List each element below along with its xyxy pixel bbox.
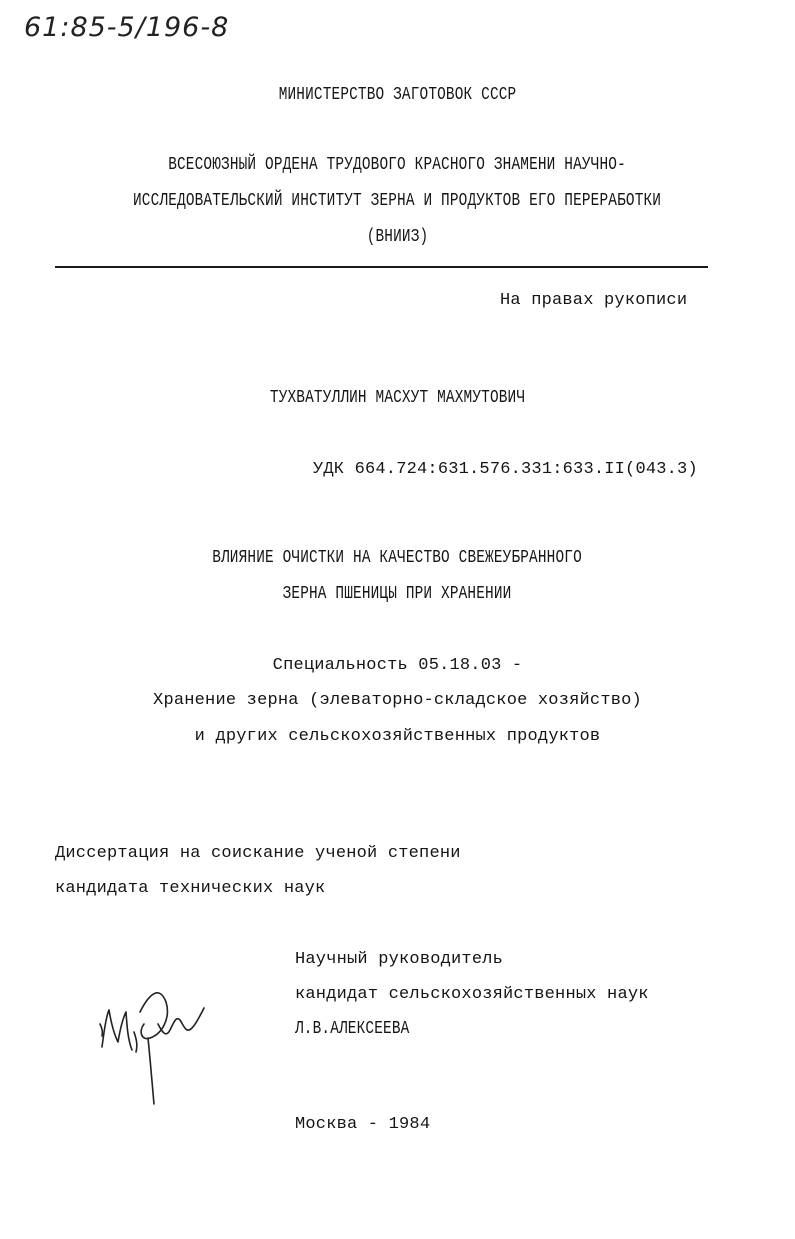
archive-code: 61:85-5/196-8 [24, 12, 230, 43]
specialty-line-2: Хранение зерна (элеваторно-складское хозяйство) [153, 691, 642, 710]
header-divider [55, 266, 708, 268]
signature-stroke-6 [134, 1032, 137, 1052]
supervisor-degree: кандидат сельскохозяйственных наук [295, 985, 649, 1004]
supervisor-role: Научный руководитель [295, 950, 504, 969]
supervisor-name [295, 1019, 438, 1039]
thesis-title-line-2-text: ЗЕРНА ПШЕНИЦЫ ПРИ ХРАНЕНИИ [283, 584, 512, 604]
supervisor-name-text: Л.В.АЛЕКСЕЕВА [295, 1019, 410, 1039]
author-name [0, 388, 795, 408]
institute-line-1 [0, 155, 795, 175]
institute-line-2-text: ИССЛЕДОВАТЕЛЬСКИЙ ИНСТИТУТ ЗЕРНА И ПРОДУКТОВ ЕГО ПЕРЕРАБОТКИ [133, 191, 662, 211]
dissertation-line-2: кандидата технических наук [55, 879, 326, 898]
signature-stroke-3 [148, 1038, 154, 1104]
signature-stroke-1 [102, 1010, 132, 1050]
institute-abbreviation-text: (ВНИИЗ) [366, 227, 429, 247]
signature-stroke-4 [158, 1008, 204, 1034]
udc-code: УДК 664.724:631.576.331:633.II(043.3) [313, 460, 698, 479]
place-and-year: Москва - 1984 [295, 1115, 431, 1134]
institute-abbreviation [0, 227, 795, 247]
ministry-heading [0, 85, 795, 105]
dissertation-line-1: Диссертация на соискание ученой степени [55, 844, 461, 863]
signature-stroke-5 [100, 1024, 102, 1036]
institute-line-2 [0, 191, 795, 211]
specialty-line-1: Специальность 05.18.03 - [272, 656, 523, 675]
specialty-line-3: и других сельскохозяйственных продуктов [194, 727, 601, 746]
institute-line-1-text: ВСЕСОЮЗНЫЙ ОРДЕНА ТРУДОВОГО КРАСНОГО ЗНАМЕНИ НАУЧНО- [168, 155, 627, 175]
ministry-text: МИНИСТЕРСТВО ЗАГОТОВОК СССР [278, 85, 517, 105]
author-name-text: ТУХВАТУЛЛИН МАСХУТ МАХМУТОВИЧ [269, 388, 526, 408]
thesis-title-line-2 [0, 584, 795, 604]
handwritten-signature [92, 972, 222, 1112]
thesis-title-line-1-text: ВЛИЯНИЕ ОЧИСТКИ НА КАЧЕСТВО СВЕЖЕУБРАННОГО [212, 548, 583, 568]
thesis-title-line-1 [0, 548, 795, 568]
manuscript-note: На правах рукописи [500, 291, 688, 310]
